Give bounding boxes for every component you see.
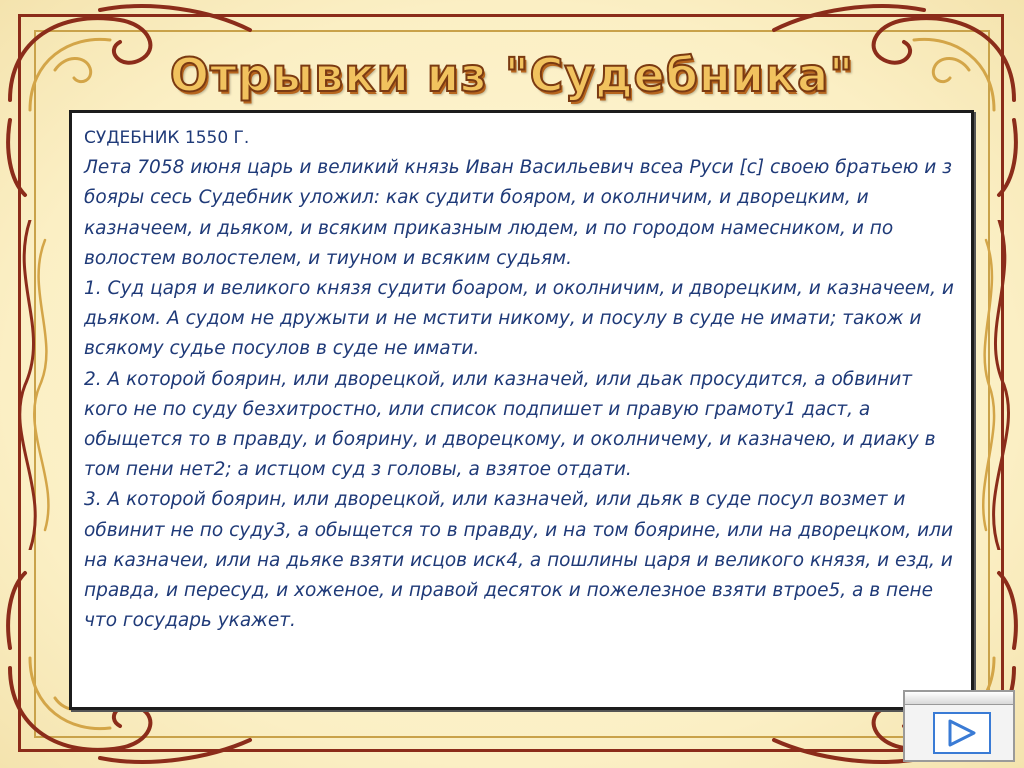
- document-text-box: [69, 110, 974, 710]
- document-paragraph-preamble: Лета 7058 июня царь и великий князь Иван Васильевич всеа Руси [с] своею братьею и з бояры сесь Судебник уложил: как судити бояром, и околничим, и дворецким, и казначеем, и дьяком, и всяким приказным людем, и по городом намесником, и по волостем волостелем, и тиуном и всяким судьям.: [84, 157, 953, 269]
- button-scroll-edge: [905, 692, 1013, 705]
- ornament-right-side: [974, 220, 1024, 550]
- document-paragraph-article-1: 1. Суд царя и великого князя судити боаром, и околничим, и дворецким, и казначеем, и дьяком. А судом не дружыти и не мстити никому, и посулу в суде не имати; також и всякому судье посулов в суде не имати.: [84, 278, 954, 360]
- next-slide-button[interactable]: [903, 690, 1015, 762]
- document-paragraph-article-3: 3. А которой боярин, или дворецкой, или казначей, или дьяк в суде посул возмет и обвинит не по суду3, а обыщется то в правду, и на том боярине, или на дворецком, или на казначеи, или на дьяке взяти исцов иск4, а пошлины царя и великого князя, и езд, и правда, и пересуд, и хоженое, и правой десяток и пожелезное взяти втрое5, а в пене что государь укажет.: [84, 489, 954, 632]
- ornament-left-side: [0, 220, 70, 550]
- document-paragraph-article-2: 2. А которой боярин, или дворецкой, или казначей, или дьак просудится, а обвинит кого не по суду безхитростно, или список подпишет и правую грамоту1 даст, а обыщется то в правду, и боярину, и дворецкому, и околничему, и казначею, и диаку в том пени нет2; а истцом суд з головы, а взятое отдати.: [84, 368, 936, 481]
- document-heading: СУДЕБНИК 1550 Г.: [84, 128, 250, 148]
- play-triangle-icon: [933, 712, 991, 754]
- slide-title: Отрывки из "Судебника": [169, 48, 855, 102]
